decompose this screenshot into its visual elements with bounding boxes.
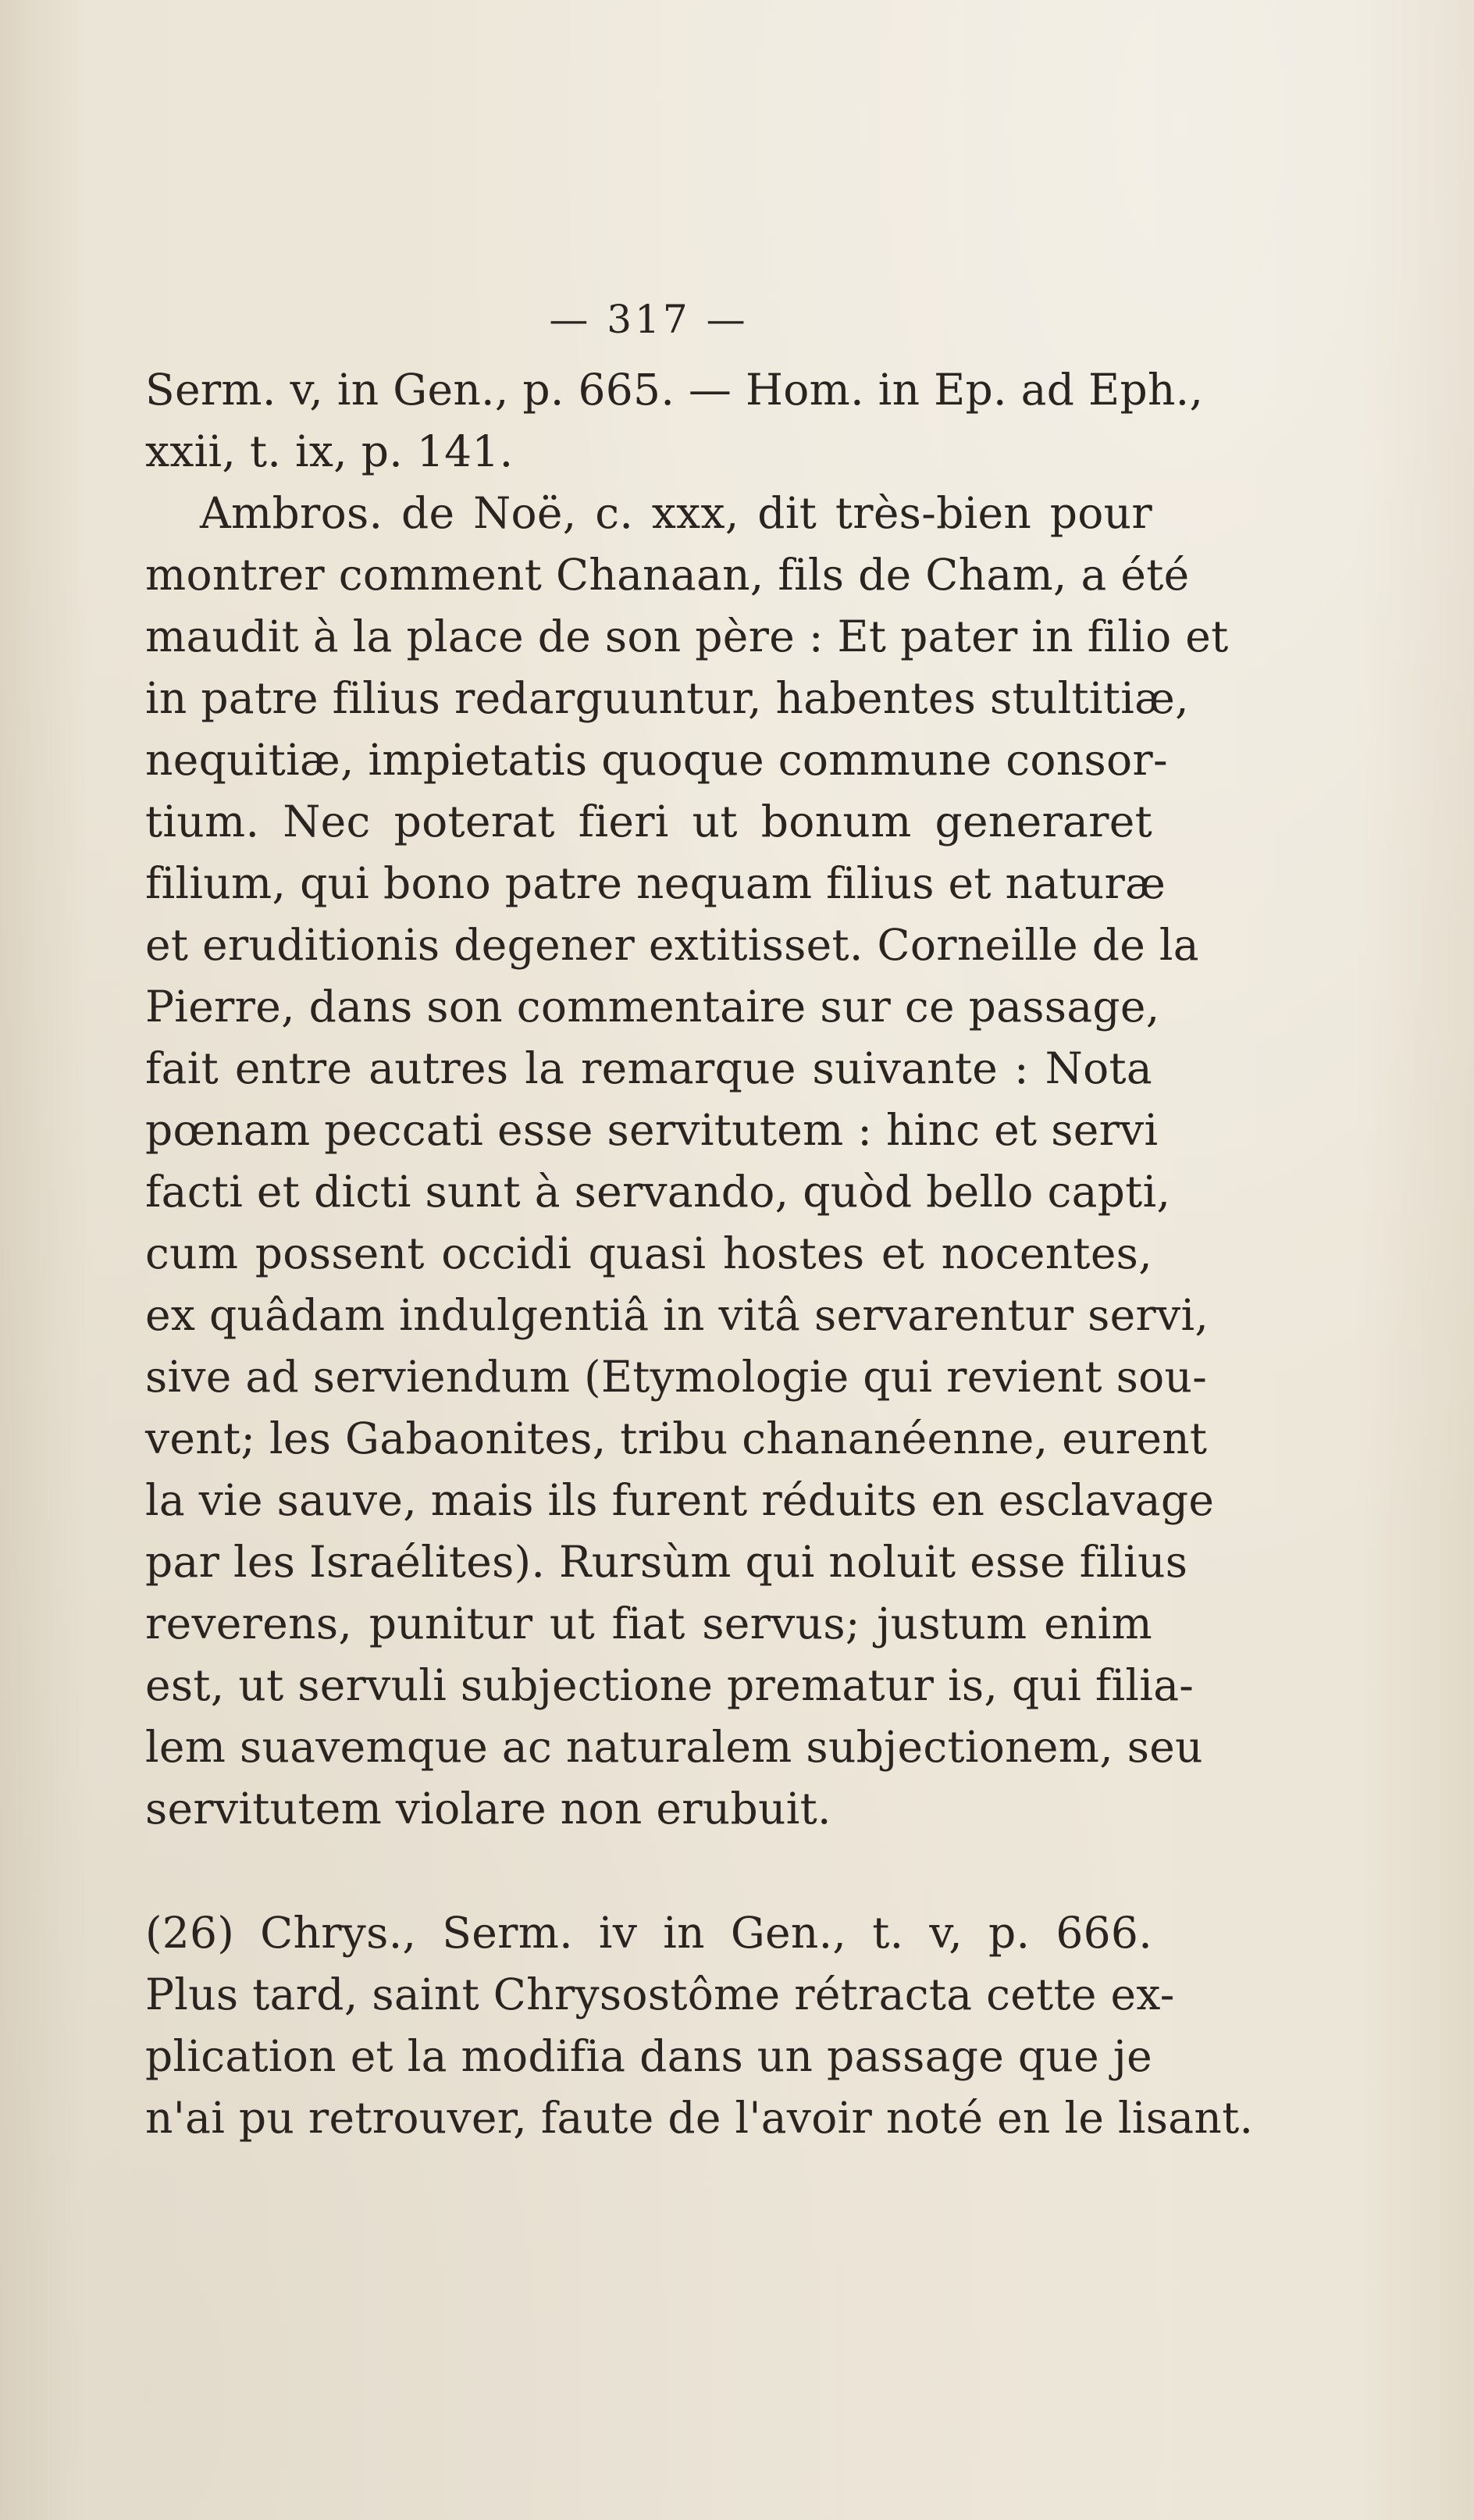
text-line: cum possent occidi quasi hostes et nocentes, — [145, 1228, 1152, 1278]
text-line: Serm. v, in Gen., p. 665. — Hom. in Ep. ad Eph., — [145, 365, 1204, 415]
text-line: la vie sauve, mais ils furent réduits en esclavage — [145, 1475, 1215, 1525]
text-line: (26) Chrys., Serm. iv in Gen., t. v, p. 666. — [145, 1908, 1152, 1958]
text-line: et eruditionis degener extitisset. Corneille de la — [145, 920, 1199, 970]
text-line: par les Israélites). Rursùm qui noluit esse filius — [145, 1537, 1188, 1587]
text-line: plication et la modifia dans un passage que je — [145, 2031, 1152, 2081]
text-line: reverens, punitur ut fiat servus; justum enim — [145, 1599, 1152, 1649]
paragraph-gap — [145, 1840, 1152, 1902]
text-line: servitutem violare non erubuit. — [145, 1784, 831, 1834]
text-line: facti et dicti sunt à servando, quòd bello capti, — [145, 1167, 1171, 1217]
paragraph-note-26 — [145, 1902, 1254, 2149]
text-line: n'ai pu retrouver, faute de l'avoir noté en le lisant. — [145, 2093, 1254, 2143]
text-line: ex quâdam indulgentiâ in vitâ servarentur servi, — [145, 1290, 1209, 1340]
text-line: Ambros. de Noë, c. xxx, dit très-bien pour — [200, 488, 1152, 538]
text-line: nequitiæ, impietatis quoque commune consor- — [145, 735, 1168, 785]
text-line: tium. Nec poterat fieri ut bonum generaret — [145, 797, 1152, 847]
text-line: montrer comment Chanaan, fils de Cham, a été — [145, 550, 1190, 600]
paragraph-ambros — [145, 483, 1229, 1840]
text-line: est, ut servuli subjectione prematur is, qui filia- — [145, 1660, 1195, 1710]
text-line: vent; les Gabaonites, tribu chananéenne, eurent — [145, 1413, 1208, 1463]
paragraph-citation-continued — [145, 359, 1204, 483]
text-line: xxii, t. ix, p. 141. — [145, 426, 514, 476]
page-number: — 317 — — [549, 297, 749, 342]
text-line: fait entre autres la remarque suivante : Nota — [145, 1043, 1152, 1093]
text-line: Plus tard, saint Chrysostôme rétracta cette ex- — [145, 1969, 1175, 2019]
text-line: lem suavemque ac naturalem subjectionem, seu — [145, 1722, 1203, 1772]
text-line: Pierre, dans son commentaire sur ce passage, — [145, 982, 1160, 1032]
text-line: in patre filius redarguuntur, habentes stultitiæ, — [145, 673, 1189, 723]
page-text — [145, 297, 1254, 2149]
text-line: sive ad serviendum (Etymologie qui revient sou- — [145, 1352, 1208, 1402]
text-line: filium, qui bono patre nequam filius et naturæ — [145, 858, 1166, 908]
text-line: pœnam peccati esse servitutem : hinc et servi — [145, 1105, 1159, 1155]
text-line: maudit à la place de son père : Et pater in filio et — [145, 611, 1229, 661]
